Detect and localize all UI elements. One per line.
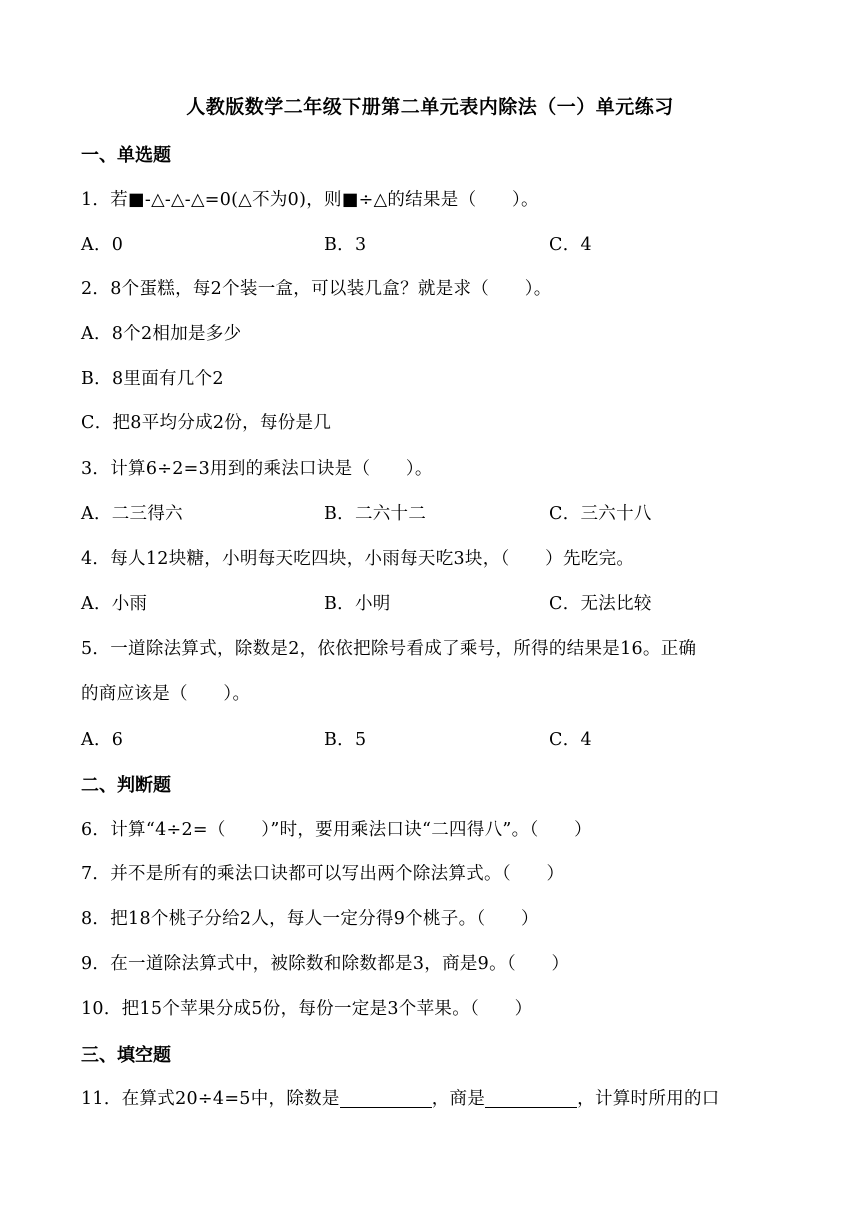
q5-option-c: C．4 xyxy=(549,730,592,750)
q11-text-part-1: 11．在算式20÷4=5中，除数是 xyxy=(81,1089,340,1109)
q4-option-b: B．小明 xyxy=(324,594,391,614)
question-3: 3．计算6÷2=3用到的乘法口诀是（ ）。 xyxy=(81,459,433,479)
q2-option-a: A．8个2相加是多少 xyxy=(81,324,242,344)
q1-option-c: C．4 xyxy=(549,235,592,255)
question-1: 1．若■-△-△-△=0(△不为0)，则■÷△的结果是（ ）。 xyxy=(81,190,539,210)
q11-blank-quotient[interactable] xyxy=(485,1088,577,1108)
q11-text-part-2: ，商是 xyxy=(431,1089,486,1109)
q2-option-c: C．把8平均分成2份，每份是几 xyxy=(81,413,332,433)
section-heading-single-choice: 一、单选题 xyxy=(81,145,171,166)
question-8: 8．把18个桃子分给2人，每人一定分得9个桃子。（ ） xyxy=(81,909,539,929)
q3-option-a: A．二三得六 xyxy=(81,504,183,524)
q1-option-b: B．3 xyxy=(324,235,367,255)
question-5-line-1: 5．一道除法算式，除数是2，依依把除号看成了乘号，所得的结果是16。正确 xyxy=(81,639,697,659)
question-6: 6．计算“4÷2=（ ）”时，要用乘法口诀“二四得八”。（ ） xyxy=(81,820,592,840)
page-title: 人教版数学二年级下册第二单元表内除法（一）单元练习 xyxy=(186,96,674,118)
q11-text-part-3: ，计算时所用的口 xyxy=(577,1089,720,1109)
section-heading-true-false: 二、判断题 xyxy=(81,775,171,796)
q4-option-c: C．无法比较 xyxy=(549,594,652,614)
q3-option-c: C．三六十八 xyxy=(549,504,652,524)
q5-option-b: B．5 xyxy=(324,730,367,750)
q11-blank-divisor[interactable] xyxy=(340,1088,432,1108)
question-10: 10．把15个苹果分成5份，每份一定是3个苹果。（ ） xyxy=(81,999,533,1019)
q1-option-a: A．0 xyxy=(81,235,124,255)
section-heading-fill-blank: 三、填空题 xyxy=(81,1045,171,1066)
q5-option-a: A．6 xyxy=(81,730,124,750)
q4-option-a: A．小雨 xyxy=(81,594,148,614)
question-4: 4．每人12块糖，小明每天吃四块，小雨每天吃3块，（ ）先吃完。 xyxy=(81,549,635,569)
question-5-line-2: 的商应该是（ ）。 xyxy=(81,684,251,704)
question-7: 7．并不是所有的乘法口诀都可以写出两个除法算式。（ ） xyxy=(81,864,565,884)
question-11 xyxy=(81,1085,720,1110)
q3-option-b: B．二六十二 xyxy=(324,504,427,524)
q2-option-b: B．8里面有几个2 xyxy=(81,369,224,389)
question-9: 9．在一道除法算式中，被除数和除数都是3，商是9。（ ） xyxy=(81,954,570,974)
question-2: 2．8个蛋糕，每2个装一盒，可以装几盒？就是求（ ）。 xyxy=(81,279,552,299)
